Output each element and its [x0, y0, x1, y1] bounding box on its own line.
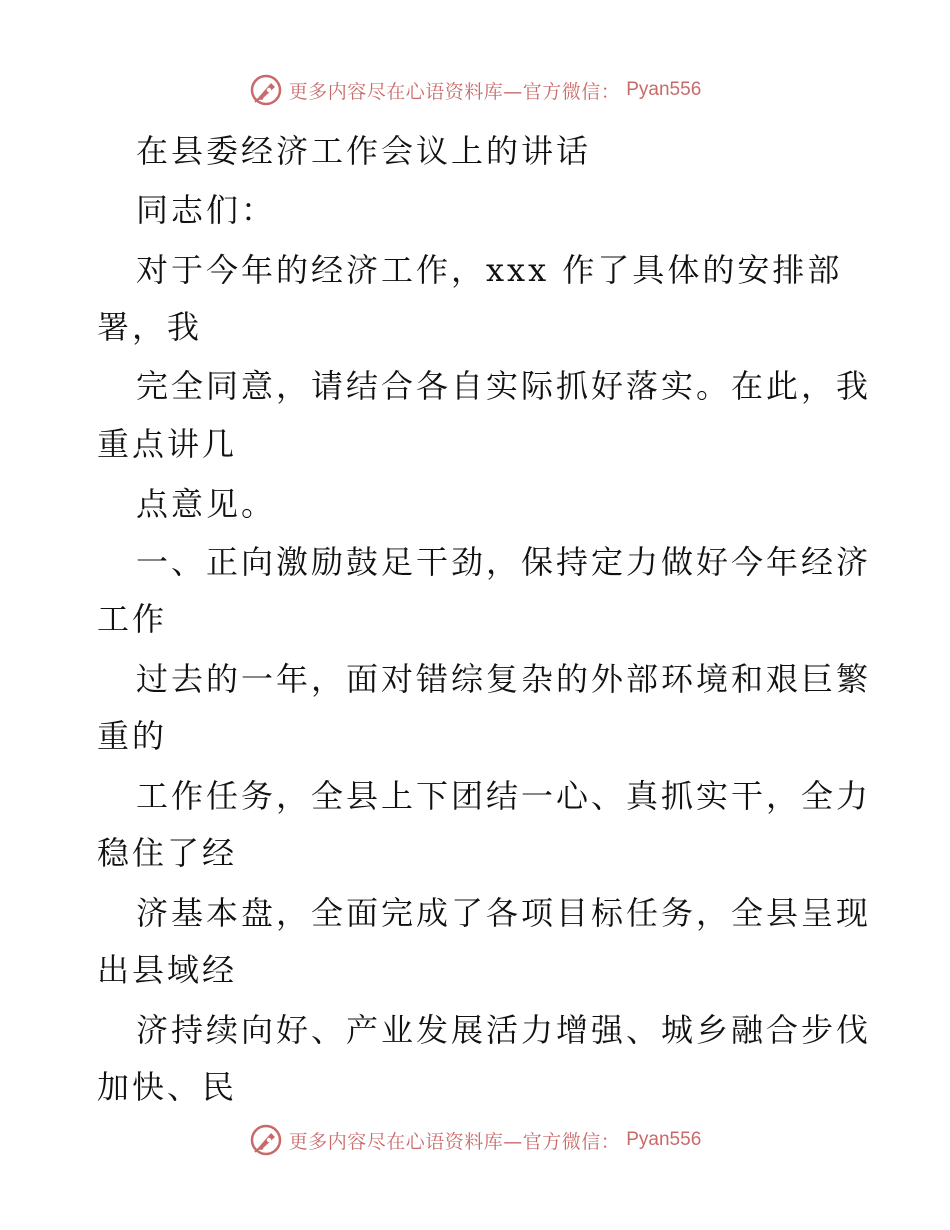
paragraph-line: 点意见。	[136, 485, 277, 523]
document-title: 在县委经济工作会议上的讲话	[136, 132, 592, 170]
pen-nib-logo-icon	[249, 73, 283, 107]
paragraph-line: 济基本盘，全面完成了各项目标任务，全县呈现	[136, 894, 872, 932]
paragraph-line: 工作任务，全县上下团结一心、真抓实干，全力	[136, 777, 872, 815]
footer-watermark	[0, 1120, 950, 1160]
section-heading-continued: 工作	[97, 600, 168, 638]
paragraph-line: 加快、民	[97, 1068, 238, 1106]
watermark-text: 更多内容尽在心语资料库—官方微信：	[288, 80, 621, 103]
watermark-wechat-id: Pyan556	[626, 1129, 702, 1150]
paragraph-line: 过去的一年，面对错综复杂的外部环境和艰巨繁	[136, 660, 872, 698]
paragraph-line: 济持续向好、产业发展活力增强、城乡融合步伐	[136, 1011, 872, 1049]
paragraph-line: 完全同意，请结合各自实际抓好落实。在此，我	[136, 367, 872, 405]
paragraph-line: 重的	[97, 717, 168, 755]
paragraph-line: 出县域经	[97, 951, 238, 989]
section-heading: 一、正向激励鼓足干劲，保持定力做好今年经济	[136, 543, 872, 581]
paragraph-line: 重点讲几	[97, 425, 238, 463]
header-watermark	[0, 70, 950, 110]
paragraph-line: 稳住了经	[97, 834, 238, 872]
watermark-wechat-id: Pyan556	[626, 79, 702, 100]
watermark-text: 更多内容尽在心语资料库—官方微信：	[288, 1130, 621, 1153]
paragraph-line: 署，我	[97, 308, 203, 346]
pen-nib-logo-icon	[249, 1123, 283, 1157]
salutation: 同志们：	[136, 191, 277, 229]
paragraph-line: 对于今年的经济工作，xxx 作了具体的安排部	[136, 251, 843, 289]
